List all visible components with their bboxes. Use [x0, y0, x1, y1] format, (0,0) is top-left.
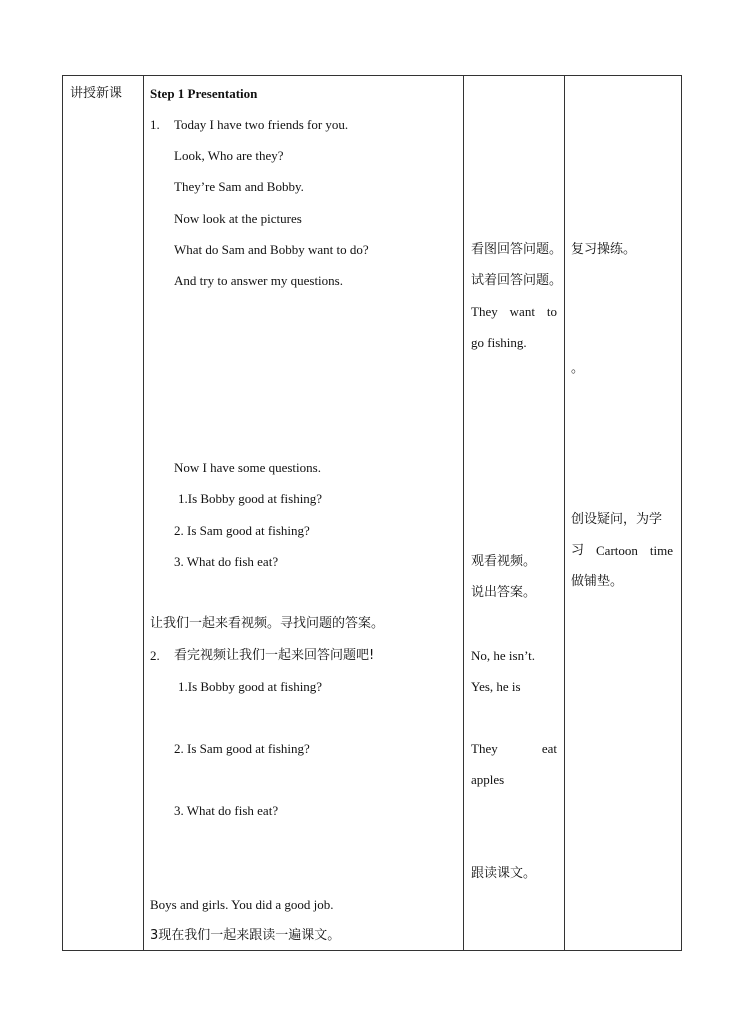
teacher-line: Now look at the pictures: [174, 211, 302, 226]
purpose-line: 。: [571, 361, 585, 376]
student-line: 说出答案。: [471, 585, 537, 600]
question-item: 3. What do fish eat?: [174, 803, 279, 818]
teacher-line: What do Sam and Bobby want to do?: [174, 242, 369, 257]
purpose-cell: [565, 76, 681, 950]
student-line: 观看视频。: [471, 554, 537, 569]
word: time: [649, 543, 673, 558]
question-item: 1.Is Bobby good at fishing?: [178, 679, 323, 694]
student-activity-cell: [464, 76, 564, 950]
video-note: 让我们一起来看视频。寻找问题的答案。: [150, 616, 385, 631]
teacher-line: They’re Sam and Bobby.: [174, 179, 304, 194]
teacher-line: Look, Who are they?: [174, 148, 284, 163]
question-item: 1.Is Bobby good at fishing?: [178, 491, 323, 506]
word: Cartoon: [596, 543, 638, 558]
word: want: [509, 304, 535, 319]
purpose-line: 创设疑问，为学: [571, 512, 663, 527]
teacher-line: And try to answer my questions.: [174, 273, 343, 288]
question-item: 2. Is Sam good at fishing?: [174, 523, 310, 538]
item-number: 1.: [150, 117, 160, 132]
step-heading: Step 1 Presentation: [150, 86, 258, 101]
word: eat: [541, 741, 557, 756]
question-item: 3. What do fish eat?: [174, 554, 279, 569]
word: They: [471, 741, 498, 756]
word: 习: [571, 543, 585, 558]
questions-intro: Now I have some questions.: [174, 460, 321, 475]
student-line: go fishing.: [471, 335, 527, 350]
stage-label: 讲授新课: [70, 86, 123, 101]
purpose-line: [571, 543, 673, 559]
item-number: 2.: [150, 648, 160, 663]
student-answer: Yes, he is: [471, 679, 521, 694]
read-along-instruction: 3现在我们一起来跟读一遍课文。: [150, 928, 341, 943]
lesson-plan-table: [62, 75, 682, 951]
student-answer: apples: [471, 772, 505, 787]
word: to: [546, 304, 557, 319]
word: They: [471, 304, 498, 319]
teacher-line: Today I have two friends for you.: [174, 117, 349, 132]
praise-line: Boys and girls. You did a good job.: [150, 897, 334, 912]
student-answer: [471, 741, 557, 757]
purpose-line: 复习操练。: [571, 242, 637, 257]
stage-cell: [63, 76, 143, 950]
question-item: 2. Is Sam good at fishing?: [174, 741, 310, 756]
student-line: 试着回答问题。: [471, 273, 563, 288]
answer-instruction: 看完视频让我们一起来回答问题吧!: [174, 648, 375, 663]
student-line: [471, 304, 557, 320]
student-answer: No, he isn’t.: [471, 648, 536, 663]
student-line: 跟读课文。: [471, 866, 537, 881]
student-line: 看图回答问题。: [471, 242, 563, 257]
teacher-activity-cell: [144, 76, 463, 950]
purpose-line: 做铺垫。: [571, 574, 624, 589]
